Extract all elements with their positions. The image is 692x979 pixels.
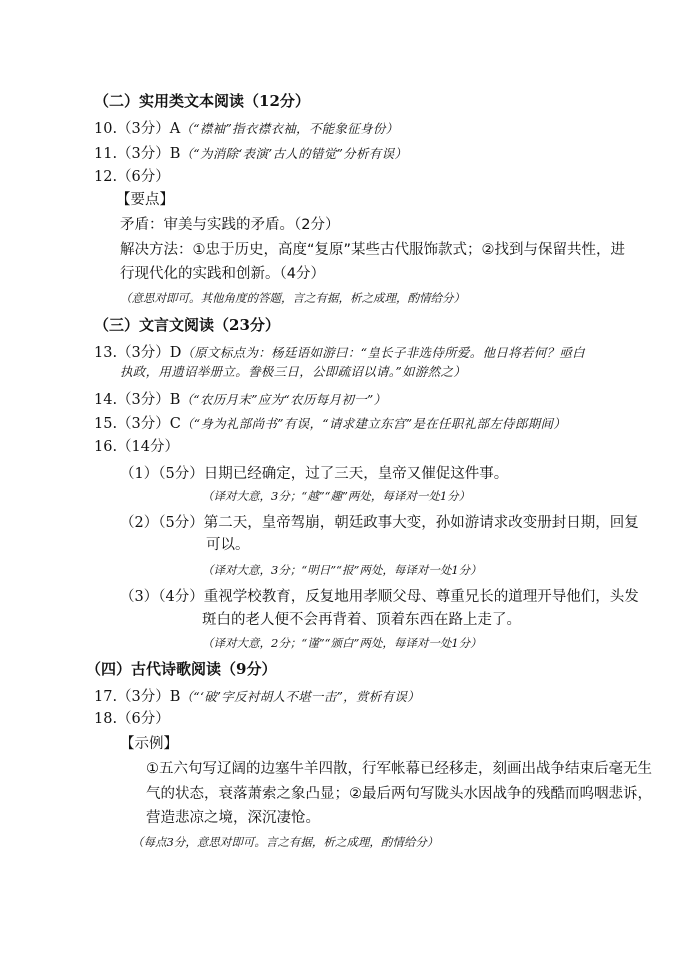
sub-question-number: （1）（5分）: [120, 466, 204, 482]
section-heading-classical-chinese: （三）文言文阅读（23分）: [94, 316, 280, 334]
translation-item-2: [120, 514, 639, 531]
translation-text: 可以。: [206, 537, 250, 553]
answer-item-17: [94, 688, 420, 705]
translation-text: 重视学校教育，反复地用孝顺父母、尊重兄长的道理开导他们，头发: [203, 589, 639, 605]
answer-item-18: 18.（6分）: [94, 711, 170, 727]
answer-item-11: [94, 145, 407, 162]
sub-question-number: （3）（4分）: [120, 589, 204, 605]
translation-item-1: [120, 465, 508, 482]
translation-text: 斑白的老人便不会再背着、顶着东西在路上走了。: [202, 612, 521, 628]
scoring-note: （每点3分，意思对即可。言之有据，析之成理，酌情给分）: [132, 835, 439, 849]
answer-explanation: 执政，用遗诏举册立。誊极三日，公即疏诏以请。”如游然之）: [120, 364, 467, 379]
section-heading-practical-text: （二）实用类文本阅读（12分）: [94, 92, 310, 110]
answer-explanation: （“身为礼部尚书”有误，“请求建立东宫”是在任职礼部左侍郎期间）: [180, 416, 567, 431]
question-number: 13.（3分）D: [94, 345, 182, 361]
answer-text: 解决方法：①忠于历史，高度“复原”某些古代服饰款式；②找到与保留共性，进: [120, 242, 626, 258]
question-number: 14.（3分）B: [94, 392, 181, 408]
key-points-label: 【要点】: [116, 192, 174, 208]
section-heading-ancient-poetry: （四）古代诗歌阅读（9分）: [86, 660, 277, 678]
sub-question-number: （2）（5分）: [120, 515, 204, 531]
translation-item-3: [120, 588, 639, 605]
scoring-note: （译对大意，3分；“越”“趣”两处，每译对一处1分）: [202, 489, 471, 503]
answer-text: ①五六句写辽阔的边塞牛羊四散，行军帐幕已经移走，刻画出战争结束后毫无生: [146, 761, 652, 777]
scoring-note: （译对大意，2分；“谨”“颁白”两处，每译对一处1分）: [202, 636, 482, 650]
scoring-note: （意思对即可。其他角度的答题，言之有据，析之成理，酌情给分）: [120, 291, 465, 305]
example-label: 【示例】: [120, 736, 178, 752]
answer-item-15: [94, 415, 566, 432]
question-number: 10.（3分）A: [94, 121, 181, 137]
answer-item-13: [94, 344, 585, 361]
answer-text: 行现代化的实践和创新。（4分）: [120, 266, 325, 282]
question-number: 11.（3分）B: [94, 146, 181, 162]
answer-explanation: （“农历月末”应为“农历每月初一”）: [180, 392, 387, 407]
scoring-note: （译对大意，3分；“明日”“报”两处，每译对一处1分）: [202, 563, 482, 577]
answer-explanation: （“‘破’字反衬胡人不堪一击”，赏析有误）: [180, 689, 420, 704]
translation-text: 日期已经确定，过了三天，皇帝又催促这件事。: [203, 466, 509, 482]
question-number: 17.（3分）B: [94, 689, 181, 705]
answer-item-10: [94, 120, 398, 137]
answer-explanation: （“为消除‘表演’古人的错觉”分析有误）: [180, 146, 408, 161]
answer-text: 矛盾：审美与实践的矛盾。（2分）: [120, 217, 340, 233]
answer-text: 营造悲凉之境，深沉凄怆。: [146, 810, 320, 826]
answer-item-14: [94, 391, 386, 408]
answer-explanation: （原文标点为：杨廷语如游曰：“皇长子非选侍所爱。他日将若何？亟白: [181, 345, 585, 360]
answer-item-16: 16.（14分）: [94, 439, 180, 455]
answer-explanation: （“襟袖”指衣襟衣袖，不能象征身份）: [180, 121, 399, 136]
answer-item-12: 12.（6分）: [94, 169, 170, 185]
question-number: 15.（3分）C: [94, 416, 181, 432]
answer-text: 气的状态，衰落萧索之象凸显；②最后两句写陇头水因战争的残酷而呜咽悲诉，: [146, 786, 652, 802]
translation-text: 第二天，皇帝驾崩，朝廷政事大变，孙如游请求改变册封日期，回复: [203, 515, 639, 531]
